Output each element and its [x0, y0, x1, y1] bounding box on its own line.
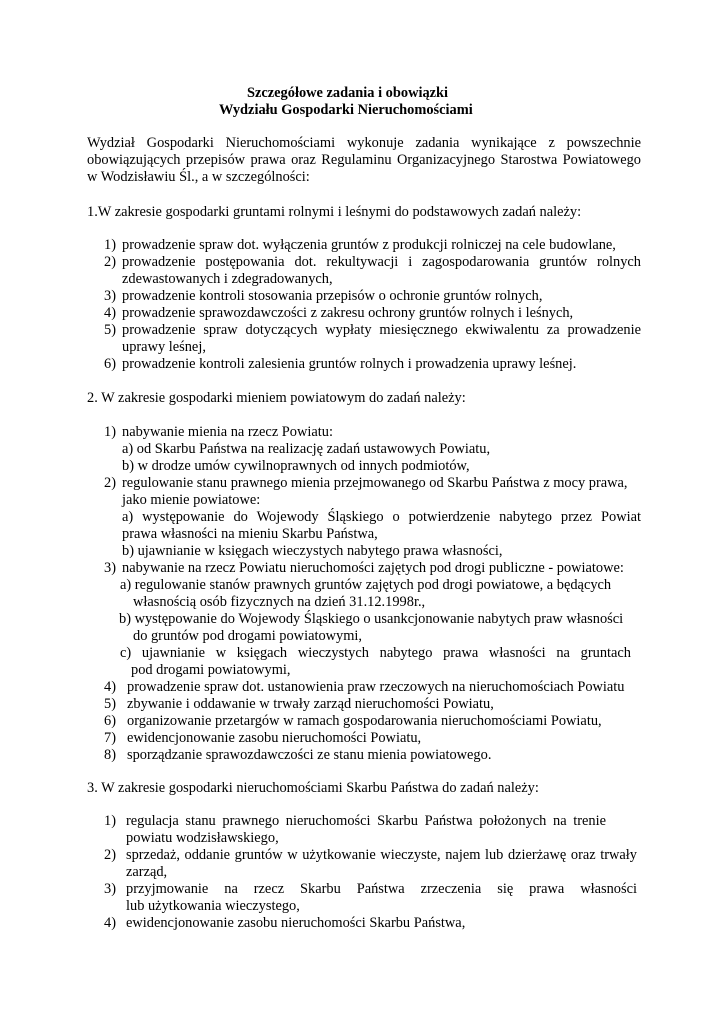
document-title-line2: Wydziału Gospodarki Nieruchomościami [219, 102, 473, 118]
s2-item-num: 3) [104, 560, 116, 576]
s1-item-num: 6) [104, 356, 116, 372]
s2-subitem-cont: własnością osób fizycznych na dzień 31.12.1998r., [133, 594, 426, 610]
s2-subitem: a) regulowanie stanów prawnych gruntów zajętych pod drogi powiatowe, a będących [120, 577, 612, 593]
s1-item-num: 3) [104, 288, 116, 304]
s2-subitem-cont: pod drogami powiatowymi, [131, 662, 291, 678]
s2-subitem: c) ujawnianie w księgach wieczystych nabytego prawa własności na gruntach [120, 645, 631, 661]
s1-item-num: 4) [104, 305, 116, 321]
s2-item-text: regulowanie stanu prawnego mienia przejmowanego od Skarbu Państwa z mocy prawa, [122, 475, 628, 491]
s2-item-text: organizowanie przetargów w ramach gospodarowania nieruchomościami Powiatu, [127, 713, 602, 729]
s2-item-text: zbywanie i oddawanie w trwały zarząd nieruchomości Powiatu, [127, 696, 494, 712]
s3-item-text-cont: powiatu wodzisławskiego, [126, 830, 279, 846]
s2-subitem: a) od Skarbu Państwa na realizację zadań ustawowych Powiatu, [122, 441, 491, 457]
s2-subitem: b) ujawnianie w księgach wieczystych nabytego prawa własności, [122, 543, 503, 559]
s2-subitem: b) w drodze umów cywilnoprawnych od innych podmiotów, [122, 458, 470, 474]
s2-item-num: 2) [104, 475, 116, 491]
s2-item-num: 5) [104, 696, 116, 712]
s1-item-text: prowadzenie kontroli zalesienia gruntów rolnych i prowadzenia uprawy leśnej. [122, 356, 577, 372]
s3-item-text-cont: zarząd, [126, 864, 168, 880]
s2-item-text: nabywanie mienia na rzecz Powiatu: [122, 424, 333, 440]
s3-item-num: 3) [104, 881, 116, 897]
s1-item-text: prowadzenie postępowania dot. rekultywacji i zagospodarowania gruntów rolnych [122, 254, 641, 270]
s2-item-text: nabywanie na rzecz Powiatu nieruchomości zajętych pod drogi publiczne - powiatowe: [122, 560, 624, 576]
s2-item-num: 6) [104, 713, 116, 729]
document-title-line1: Szczegółowe zadania i obowiązki [247, 85, 449, 101]
s3-item-text: regulacja stanu prawnego nieruchomości Skarbu Państwa położonych na trenie [126, 813, 606, 829]
section2-heading: 2. W zakresie gospodarki mieniem powiatowym do zadań należy: [87, 390, 466, 406]
section3-heading: 3. W zakresie gospodarki nieruchomościami Skarbu Państwa do zadań należy: [87, 780, 539, 796]
s2-item-text: prowadzenie spraw dot. ustanowienia praw rzeczowych na nieruchomościach Powiatu [127, 679, 625, 695]
s1-item-text: prowadzenie kontroli stosowania przepisów o ochronie gruntów rolnych, [122, 288, 543, 304]
s2-subitem: a) występowanie do Wojewody Śląskiego o potwierdzenie nabytego przez Powiat [122, 509, 641, 525]
s2-item-num: 1) [104, 424, 116, 440]
s1-item-text-cont: zdewastowanych i zdegradowanych, [122, 271, 333, 287]
s2-subitem: b) występowanie do Wojewody Śląskiego o usankcjonowanie nabytych praw własności [119, 611, 624, 627]
s2-item-num: 8) [104, 747, 116, 763]
s3-item-num: 2) [104, 847, 116, 863]
s3-item-text: sprzedaż, oddanie gruntów w użytkowanie wieczyste, najem lub dzierżawę oraz trwały [126, 847, 637, 863]
intro-line-3: w Wodzisławiu Śl., a w szczególności: [87, 169, 310, 185]
s3-item-text: przyjmowanie na rzecz Skarbu Państwa zrzeczenia się prawa własności [126, 881, 637, 897]
s2-item-num: 4) [104, 679, 116, 695]
intro-line-1: Wydział Gospodarki Nieruchomościami wykonuje zadania wynikające z powszechnie [87, 135, 641, 151]
s1-item-text: prowadzenie sprawozdawczości z zakresu ochrony gruntów rolnych i leśnych, [122, 305, 574, 321]
s1-item-text: prowadzenie spraw dot. wyłączenia gruntów z produkcji rolniczej na cele budowlane, [122, 237, 616, 253]
s3-item-num: 4) [104, 915, 116, 931]
section1-heading: 1.W zakresie gospodarki gruntami rolnymi i leśnymi do podstawowych zadań należy: [87, 204, 582, 220]
s1-item-text-cont: uprawy leśnej, [122, 339, 206, 355]
s2-item-text: sporządzanie sprawozdawczości ze stanu mienia powiatowego. [127, 747, 492, 763]
s1-item-num: 2) [104, 254, 116, 270]
s3-item-num: 1) [104, 813, 116, 829]
s2-item-text-cont: jako mienie powiatowe: [122, 492, 261, 508]
s3-item-text: ewidencjonowanie zasobu nieruchomości Skarbu Państwa, [126, 915, 466, 931]
s1-item-num: 1) [104, 237, 116, 253]
s2-subitem-cont: do gruntów pod drogami powiatowymi, [133, 628, 363, 644]
s1-item-num: 5) [104, 322, 116, 338]
s2-item-num: 7) [104, 730, 116, 746]
s2-subitem-cont: prawa własności na mieniu Skarbu Państwa, [122, 526, 378, 542]
intro-line-2: obowiązujących przepisów prawa oraz Regulaminu Organizacyjnego Starostwa Powiatowego [87, 152, 641, 168]
s1-item-text: prowadzenie spraw dotyczących wypłaty miesięcznego ekwiwalentu za prowadzenie [122, 322, 641, 338]
s3-item-text-cont: lub użytkowania wieczystego, [126, 898, 300, 914]
s2-item-text: ewidencjonowanie zasobu nieruchomości Powiatu, [127, 730, 422, 746]
